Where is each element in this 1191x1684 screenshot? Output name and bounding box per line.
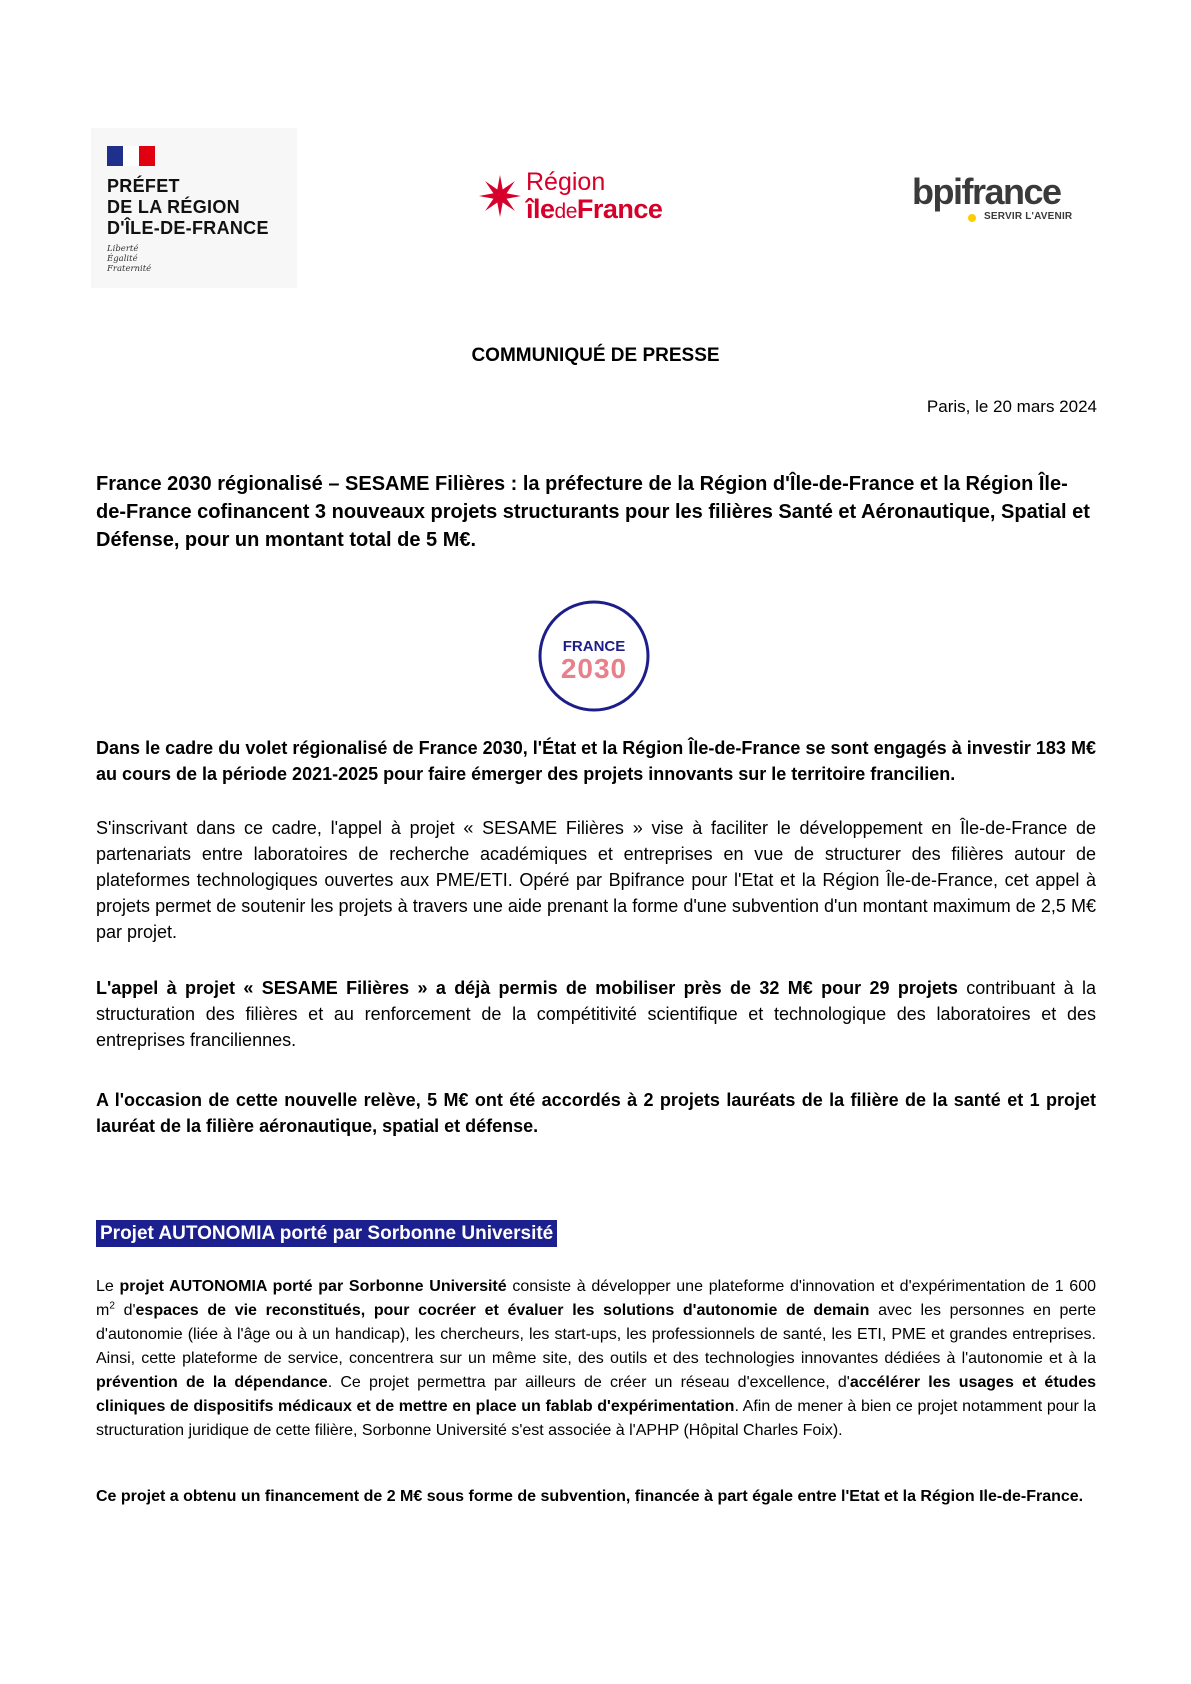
- bpifrance-logo-word: bpifrance: [912, 171, 1061, 212]
- region-logo-word: Région: [526, 168, 606, 196]
- project-funding: Ce projet a obtenu un financement de 2 M€ sous forme de subvention, financée à part égale entre l'Etat et la Région Ile-de-France.: [96, 1488, 1084, 1505]
- france-2030-year: 2030: [560, 653, 628, 684]
- project-description: Le projet AUTONOMIA porté par Sorbonne Université consiste à développer une plateforme d'innovation et d'expérimentation de 1 600 $m^2$ d'espaces de vie reconstitués, pour cocréer et évaluer les solutions d'autonomie de demain avec les personnes en perte d'autonomie (liée à l'âge ou à un handicap), les chercheurs, les start-ups, les professionnels de santé, les ETI, PME et grandes entreprises. Ainsi, cette plateforme de service, concentrera sur un même site, des outils et des technologies innovantes dédiées à l'autonomie et à la prévention de la dépendance. Ce projet permettra par ailleurs de créer un réseau d'excellence, d'accélérer les usages et études cliniques de dispositifs médicaux et de mettre en place un fablab d'expérimentation. Afin de mener à bien ce projet notamment pour la structuration juridique de cette filière, Sorbonne Université s'est associée à l'APHP (Hôpital Charles Foix).: [96, 1278, 1097, 1439]
- region-star-icon: [478, 174, 522, 218]
- project-autonomia-heading: Projet AUTONOMIA porté par Sorbonne Université: [96, 1220, 557, 1247]
- prefet-logo-title: PRÉFET DE LA RÉGION D'ÎLE-DE-FRANCE: [107, 176, 269, 238]
- prefet-logo: [91, 128, 297, 288]
- marianne-flag-icon: [107, 146, 155, 166]
- sesame-description-paragraph: S'inscrivant dans ce cadre, l'appel à projet « SESAME Filières » vise à faciliter le développement en Île-de-France de partenariats entre laboratoires de recherche académiques et entreprises en vue de structurer des filières autour de plateformes technologiques ouvertes aux PME/ETI. Opéré par Bpifrance pour l'Etat et la Région Île-de-France, cet appel à projets permet de soutenir les projets à travers une aide prenant la forme d'une subvention d'un montant maximum de 2,5 M€ par projet.: [96, 818, 1096, 942]
- bpifrance-dot-icon: [968, 214, 976, 222]
- laureates-paragraph: A l'occasion de cette nouvelle relève, 5 M€ ont été accordés à 2 projets lauréats de la filière de la santé et 1 projet lauréat de la filière aéronautique, spatial et défense.: [96, 1090, 1096, 1136]
- region-logo-idf: îledeFrance: [526, 194, 663, 224]
- press-title: France 2030 régionalisé – SESAME Filières : la préfecture de la Région d'Île-de-France et la Région Île-de-France cofinancent 3 nouveaux projets structurants pour les filières Santé et Aéronautique, Spatial et Défense, pour un montant total de 5 M€.: [96, 473, 1090, 551]
- release-date: Paris, le 20 mars 2024: [926, 397, 1097, 416]
- region-idf-logo: [478, 168, 718, 230]
- prefet-logo-motto: Liberté Égalité Fraternité: [107, 244, 152, 274]
- intro-paragraph: Dans le cadre du volet régionalisé de France 2030, l'État et la Région Île-de-France se sont engagés à investir 183 M€ au cours de la période 2021-2025 pour faire émerger des projets innovants sur le territoire francilien.: [96, 738, 1096, 784]
- sesame-results-paragraph: L'appel à projet « SESAME Filières » a déjà permis de mobiliser près de 32 M€ pour 29 projets contribuant à la structuration des filières et au renforcement de la compétitivité scientifique et technologique des laboratoires et des entreprises franciliennes.: [96, 978, 1096, 1050]
- france-2030-word: FRANCE: [562, 638, 626, 655]
- bpifrance-tagline: SERVIR L'AVENIR: [984, 211, 1073, 222]
- page-heading: COMMUNIQUÉ DE PRESSE: [471, 345, 720, 366]
- france-2030-logo: [536, 598, 652, 714]
- bpifrance-logo: [912, 172, 1092, 232]
